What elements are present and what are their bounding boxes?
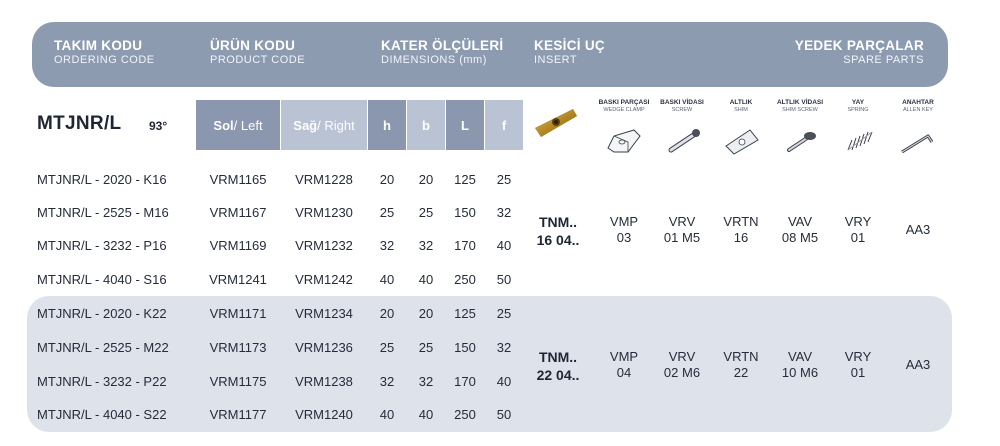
dimensions-title: KATER ÖLÇÜLERİ [381,38,504,53]
product-code-header [210,38,305,66]
spare-value-line2: 10 M6 [781,365,819,380]
table-row-L: 250 [454,407,476,422]
table-row-right: VRM1236 [295,340,353,355]
spare-header-en: WEDGE CLAMP [603,107,645,113]
spare-header-en: SHIM SCREW [782,107,818,113]
table-row-h: 25 [379,340,395,355]
table-row-f: 25 [496,172,512,187]
spare-value-line2: 01 [850,365,866,380]
spare-value-line1: VMP [609,349,639,364]
spare-header-en: SPRING [847,107,869,113]
table-row-left: VRM1171 [209,306,267,321]
spare-header-shim-screw [768,99,832,113]
dimensions-subtitle: DIMENSIONS (mm) [381,54,487,66]
table-row-left: VRM1167 [209,205,267,220]
spare-header-tr: YAY [851,99,865,106]
table-row-f: 32 [496,340,512,355]
spare-header-shim [709,99,773,113]
spare-value-line1: VAV [787,349,813,364]
table-row-f: 40 [496,238,512,253]
insert-triangle-icon [533,104,579,140]
spare-value-allen-key [886,357,950,373]
table-row-left: VRM1165 [209,172,267,187]
table-row-L: 170 [454,374,476,389]
table-row-L: 170 [454,238,476,253]
insert-code-group-2 [528,348,588,384]
table-row-b: 32 [418,238,434,253]
spare-value-screw [650,214,714,246]
table-row-left: VRM1177 [209,407,267,422]
spare-value-spring [826,214,890,246]
spare-header-screw [650,99,714,113]
table-row-b: 25 [418,205,434,220]
spare-value-line2: 22 [733,365,749,380]
table-row-L: 150 [454,340,476,355]
insert-subtitle: INSERT [534,54,578,66]
table-row-left: VRM1169 [209,238,267,253]
b-label: b [422,117,430,133]
screw-icon [663,126,703,156]
table-row-L: 125 [454,306,476,321]
table-row-h: 20 [379,306,395,321]
ordering-code-subtitle: ORDERING CODE [54,54,155,66]
table-row-right: VRM1228 [295,172,353,187]
product-code-subtitle: PRODUCT CODE [210,54,306,66]
table-row-L: 250 [454,272,476,287]
table-row-h: 32 [379,374,395,389]
spare-value-line1: VRTN [723,214,759,229]
table-row-h: 25 [379,205,395,220]
table-row-h: 20 [379,172,395,187]
spare-value-shim-screw [768,214,832,246]
insert-title: KESİCİ UÇ [534,38,605,53]
table-row-b: 20 [418,172,434,187]
table-row-h: 40 [379,407,395,422]
table-row-left: VRM1241 [209,272,267,287]
table-row-f: 50 [496,272,512,287]
spare-header-tr: ALTLIK VİDASI [776,99,824,106]
table-row-right: VRM1242 [295,272,353,287]
f-column-header [485,100,523,150]
spare-value-line2: 01 M5 [663,230,701,245]
table-row-right: VRM1238 [295,374,353,389]
left-column-header [196,100,280,150]
table-row-L: 150 [454,205,476,220]
b-column-header [407,100,445,150]
table-row-h: 40 [379,272,395,287]
ordering-code-title: TAKIM KODU [54,38,143,53]
insert-code-line2: 22 04.. [536,367,580,383]
spare-value-line1: VRY [844,349,872,364]
f-label: f [501,117,507,133]
spare-value-line1: VRTN [723,349,759,364]
table-row-right: VRM1230 [295,205,353,220]
insert-code-group-1 [528,213,588,249]
spare-value-line2: 03 [616,230,632,245]
table-row-code: MTJNR/L - 2525 - M22 [37,340,169,355]
spring-icon [840,126,880,156]
spare-value-line1: VRY [844,214,872,229]
L-label: L [461,117,469,133]
table-row-right: VRM1232 [295,238,353,253]
spare-value-line2: 08 M5 [781,230,819,245]
spare-value-spring [826,349,890,381]
spare-value-wedge-clamp [592,349,656,381]
spare-value-shim [709,214,773,246]
model-angle: 93° [149,119,168,133]
spare-header-en: SCREW [671,107,693,113]
spare-header-allen-key [886,99,950,113]
spare-value-allen-key [886,222,950,238]
left-tr-label: Sol [213,117,234,133]
table-row-f: 32 [496,205,512,220]
spare-value-line2: 04 [616,365,632,380]
L-column-header [446,100,484,150]
insert-code-line2: 16 04.. [536,232,580,248]
spare-parts-subtitle: SPARE PARTS [843,54,924,66]
right-column-header [281,100,367,150]
insert-header [534,38,605,66]
spare-header-tr: BASKI PARÇASI [598,99,650,106]
h-column-header [368,100,406,150]
spare-parts-title: YEDEK PARÇALAR [794,38,924,53]
spare-value-line1: AA3 [905,222,931,237]
spare-value-line1: VMP [609,214,639,229]
spare-header-spring [826,99,890,113]
table-row-L: 125 [454,172,476,187]
spare-value-line2: 02 M6 [663,365,701,380]
right-tr-label: Sağ [293,117,318,133]
table-row-f: 40 [496,374,512,389]
shim-icon [722,126,762,156]
table-row-b: 40 [418,407,434,422]
spare-header-en: ALLEN KEY [903,107,933,113]
table-row-f: 50 [496,407,512,422]
table-row-code: MTJNR/L - 3232 - P22 [37,374,167,389]
table-row-b: 32 [418,374,434,389]
table-row-left: VRM1175 [209,374,267,389]
left-en-label: / Left [233,117,263,133]
insert-code-line1: TNM.. [538,349,578,365]
spare-header-tr: ANAHTAR [902,99,934,106]
spare-value-wedge-clamp [592,214,656,246]
table-row-h: 32 [379,238,395,253]
table-row-code: MTJNR/L - 3232 - P16 [37,238,167,253]
spare-parts-header [795,38,924,66]
table-row-right: VRM1240 [295,407,353,422]
insert-code-line1: TNM.. [538,214,578,230]
spare-value-line2: 16 [733,230,749,245]
spare-value-shim-screw [768,349,832,381]
table-row-b: 20 [418,306,434,321]
ordering-code-header [54,38,155,66]
table-row-code: MTJNR/L - 2020 - K22 [37,306,167,321]
model-name: MTJNR/L [37,113,122,134]
dimensions-header [381,38,503,66]
table-row-code: MTJNR/L - 2020 - K16 [37,172,167,187]
spare-value-line1: VAV [787,214,813,229]
table-row-left: VRM1173 [209,340,267,355]
wedge-clamp-icon [604,126,644,156]
spare-header-en: SHIM [734,107,748,113]
spare-value-screw [650,349,714,381]
table-row-code: MTJNR/L - 4040 - S16 [37,272,167,287]
h-label: h [383,117,391,133]
spare-header-wedge-clamp [592,99,656,113]
table-row-b: 40 [418,272,434,287]
spare-value-line1: AA3 [905,357,931,372]
allen-key-icon [898,126,938,156]
spare-value-shim [709,349,773,381]
spare-value-line1: VRV [668,349,696,364]
table-row-b: 25 [418,340,434,355]
spare-value-line1: VRV [668,214,696,229]
spare-value-line2: 01 [850,230,866,245]
right-en-label: / Right [317,117,355,133]
shim-screw-icon [781,126,821,156]
table-row-code: MTJNR/L - 2525 - M16 [37,205,169,220]
spare-header-tr: ALTLIK [729,99,753,106]
table-row-f: 25 [496,306,512,321]
table-row-code: MTJNR/L - 4040 - S22 [37,407,167,422]
product-code-title: ÜRÜN KODU [210,38,296,53]
table-row-right: VRM1234 [295,306,353,321]
spare-header-tr: BASKI VİDASI [660,99,704,106]
